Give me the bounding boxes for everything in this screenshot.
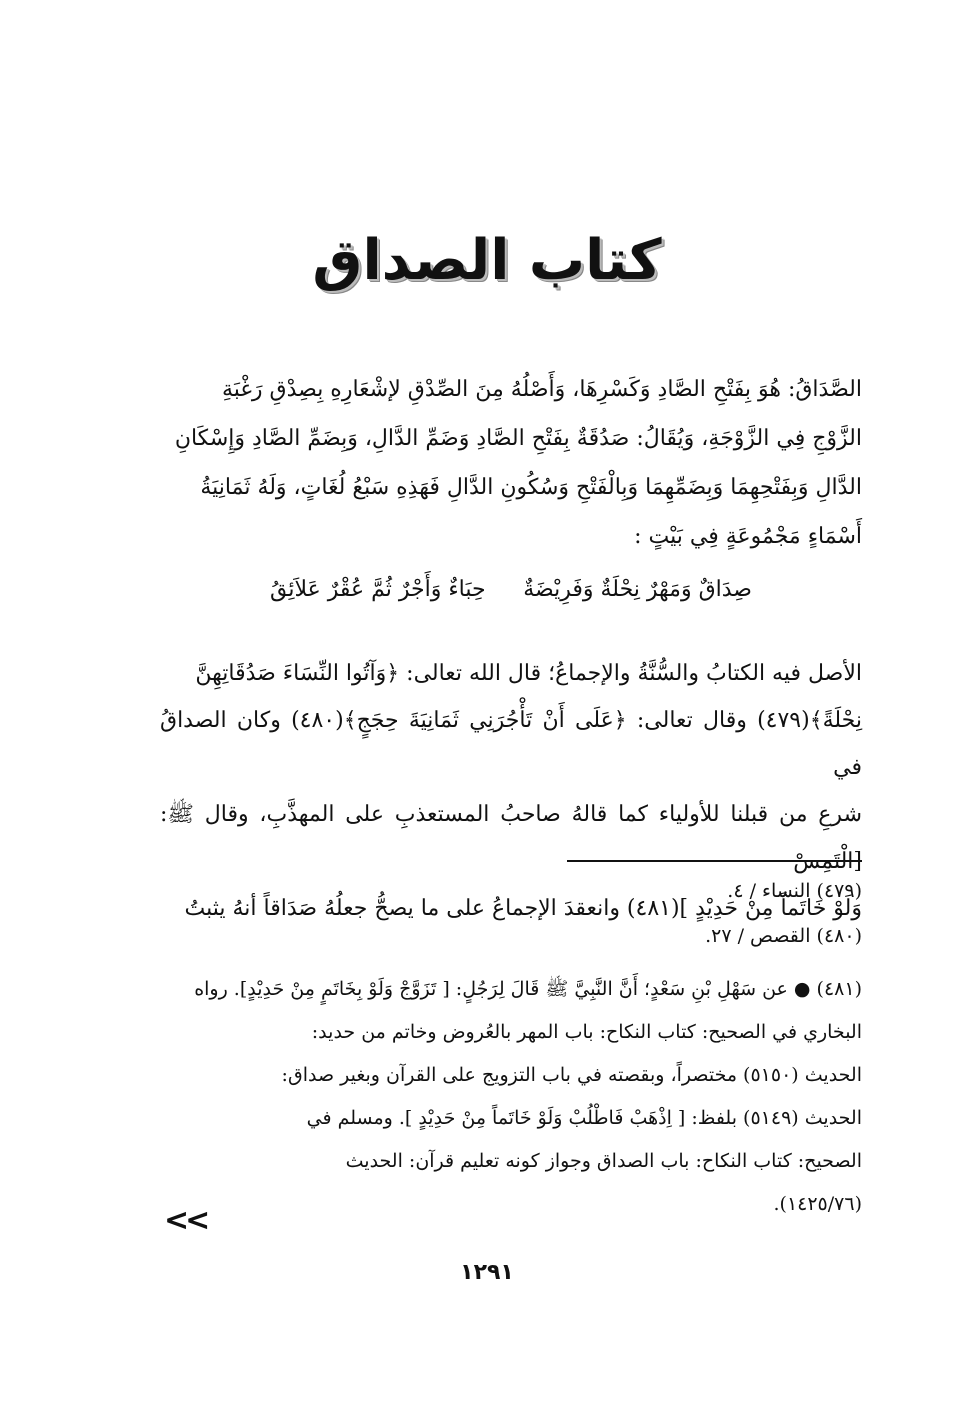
chapter-title: كتاب الصداق: [312, 228, 662, 293]
paragraph-line: شرعِ من قبلنا للأولياء كما قالهُ صاحبُ المستعذبِ على المهذَّبِ، وقال ﷺ: [الْتَمِسْ: [160, 802, 862, 874]
footnote-line: الحديث (٥١٤٩) بلفظ: [ اِذْهَبْ فَاطْلُبْ وَلَوْ خَاتَماً مِنْ حَدِيْدٍ ]. ومسلم في: [306, 1107, 862, 1129]
footnote-divider: [567, 860, 862, 862]
footnote-line: الحديث (٥١٥٠) مختصراً، وبقصته في باب التزويج على القرآن وبغير صداق:: [281, 1064, 862, 1086]
paragraph-definition: [160, 365, 862, 561]
paragraph-line: الصَّدَاقُ: هُوَ بِفَتْحِ الصَّادِ وَكَسْرِهَا، وَأَصْلُهُ مِنَ الصِّدْقِ لإشْعَارِهِ بِصِدْقِ رَغْبَةِ: [221, 377, 862, 402]
poetry-verse: [160, 577, 862, 617]
paragraph-line: نِحْلَةً﴾(٤٧٩) وقال تعالى: ﴿عَلَى أَنْ تَأْجُرَنِي ثَمَانِيَةَ حِجَجٍ﴾(٤٨٠) وكان الصداقُ في: [160, 708, 863, 780]
footnote-line: الصحيح: كتاب النكاح: باب الصداق وجواز كونه تعليم قرآن: الحديث: [345, 1150, 862, 1172]
paragraph-line: الأصل فيه الكتابُ والسُّنَّةُ والإجماعُ؛ قال الله تعالى: ﴿وَآتُوا النِّسَاءَ صَدُقَاتِهِنَّ: [195, 661, 862, 686]
footnote-line: (١٤٢٥/٧٦).: [773, 1193, 862, 1215]
footnote-481: [160, 968, 862, 1226]
paragraph-line: وَلَوْ خَاتَماً مِنْ حَدِيْدٍ ](٤٨١) وانعقدَ الإجماعُ على ما يصحُّ جعلُهُ صَدَاقاً أنهُ يثبتُ: [184, 896, 862, 921]
paragraph-line: الدَّالِ وَبِفَتْحِهِمَا وَبِضَمِّهِمَا وَبِالْفَتْحِ وَسُكُونِ الدَّالِ فَهَذِهِ سَبْعُ لُغَاتٍ، وَلَهُ ثَمَانِيَةُ: [200, 475, 862, 500]
continue-arrows-icon: <<: [164, 1203, 207, 1238]
paragraph-line: الزَّوْجِ فِي الزَّوْجَةِ، وَيُقَالُ: صَدُقَةٌ بِفَتْحِ الصَّادِ وَضَمِّ الدَّالِ، وَبِضَمِّ الصَّادِ وَإِسْكَانِ: [174, 426, 862, 451]
footnote-line: (٤٨١) ● عن سَهْلِ بْنِ سَعْدٍ؛ أَنَّ النَّبِيَّ ﷺ قَالَ لِرَجُلٍ: [ تَزَوَّجْ وَلَوْ بِخَاتَمٍ مِنْ حَدِيْدٍ]. رواه: [194, 978, 862, 1000]
verse-first-hemistich: صِدَاقٌ وَمَهْرٌ نِحْلَةٌ وَفَرِيْضَةٌ: [523, 577, 752, 602]
verse-second-hemistich: حِبَاءٌ وَأَجْرٌ ثُمَّ عُقْرٌ عَلاَئِقُ: [270, 577, 486, 602]
footnote-line: البخاري في الصحيح: كتاب النكاح: باب المهر بالعُروض وخاتم من حديد:: [311, 1021, 862, 1043]
footnote-480: (٤٨٠) القصص / ٢٧.: [705, 925, 862, 947]
paragraph-line: أَسْمَاءٍ مَجْمُوعَةٍ فِي بَيْتٍ :: [634, 524, 862, 549]
footnote-479: (٤٧٩) النساء / ٤.: [727, 880, 862, 902]
page-number: ١٢٩١: [460, 1260, 514, 1285]
